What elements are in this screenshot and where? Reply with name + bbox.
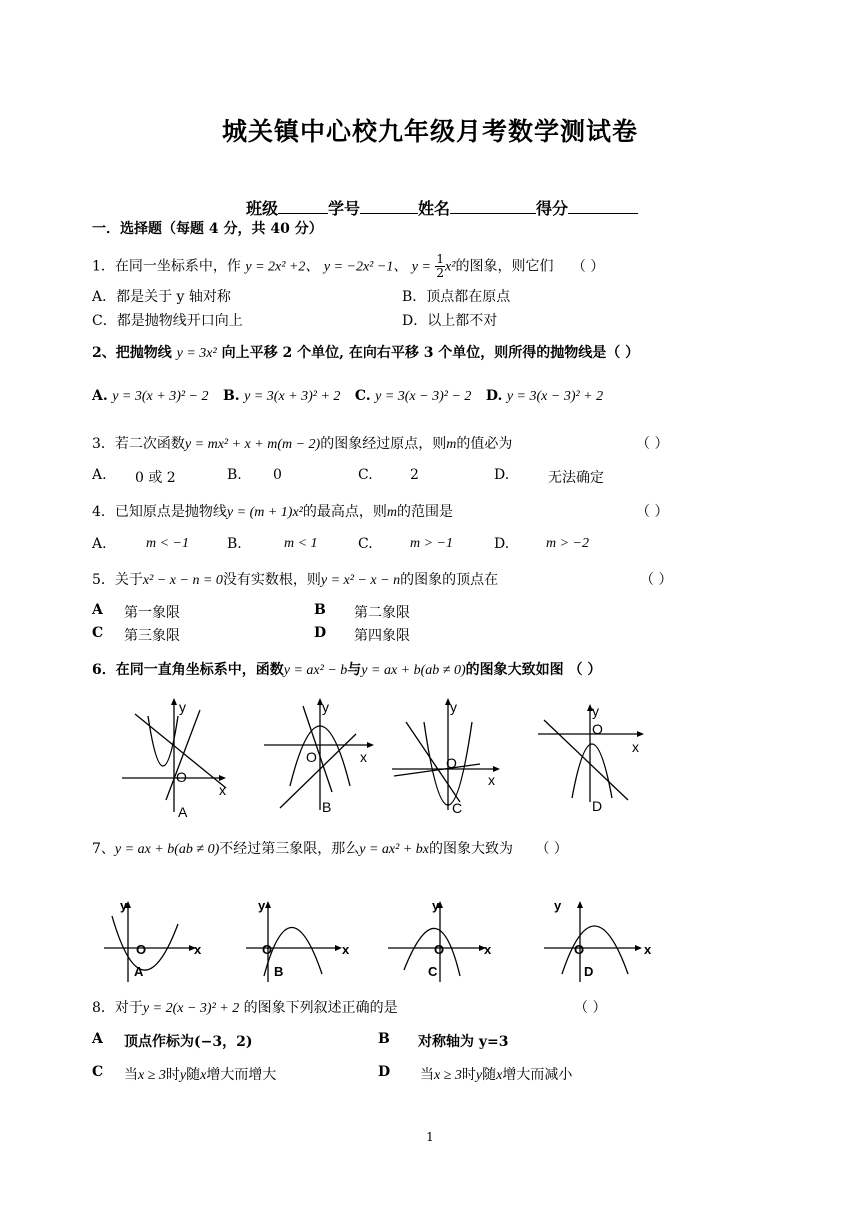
q7-b-x-label: x [342,942,350,957]
q1-option-b: B．顶点都在原点 [402,289,511,305]
q5-c-label: C [92,625,104,641]
q4-c-label: C. [358,536,373,552]
question-5-stem [92,569,498,589]
q6-graph-c [392,700,496,810]
q2-c-label: C. [354,388,371,404]
q3-answer-paren[interactable]: （ ） [636,436,669,452]
q1-fraction [435,253,445,280]
score-label: 得分 [536,199,569,218]
q5-option-c: 第三象限 [124,628,180,644]
q5-stem-2: 没有实数根，则 [222,572,321,588]
q4-var: m [386,505,398,520]
q6-b-x-label: x [360,749,367,765]
q6-graphs [0,690,860,820]
name-label: 姓名 [418,199,451,218]
q7-graph-label-b: B [274,964,284,979]
q8-c-text-4: 增大而增大 [206,1067,277,1083]
section-heading: 一．选择题（每题 4 分，共 40 分） [92,221,323,237]
q7-graph-label-d: D [584,964,594,979]
q3-b-label: B. [227,467,242,483]
q2-a-label: A. [92,388,108,404]
q5-stem-1: 5．关于 [92,572,143,588]
q8-option-d [420,1064,572,1084]
q1-prefix: 1．在同一坐标系中，作 [92,258,241,275]
q8-d-y: y [475,1068,483,1083]
q1-suffix: 的图象，则它们 [455,258,554,275]
q7-d-x-label: x [644,942,652,957]
question-1-stem [92,253,604,280]
q7-graph-a [104,904,194,982]
q7-graph-b [246,904,340,982]
q6-c-y-label: y [450,699,457,715]
q5-a-label: A [92,602,103,618]
q7-a-origin: O [136,942,147,957]
q3-option-c: 2 [410,467,419,483]
q2-b-label: B. [222,388,240,404]
q4-answer-paren[interactable]: （ ） [636,504,669,520]
q6-a-y-label: y [179,699,186,715]
q2-formula: y = 3x² [176,346,217,361]
q7-b-origin: O [262,942,273,957]
q7-b-y-label: y [258,898,266,913]
q8-d-text-2: 时 [461,1067,476,1083]
q7-stem-2: 不经过第三象限，那么 [219,841,360,857]
q8-d-text-4: 增大而减小 [502,1067,573,1083]
score-blank[interactable] [568,199,638,214]
q1-answer-paren[interactable]: （ ） [571,258,605,275]
q3-d-label: D. [494,467,510,483]
q7-graph-label-c: C [428,964,438,979]
q5-b-label: B [314,602,326,618]
q3-option-b: 0 [273,467,282,483]
q6-formula-2: y = ax + b(ab ≠ 0) [361,663,466,678]
q6-d-y-label: y [592,703,599,719]
q4-stem-2: 的最高点，则 [302,504,387,520]
q2-option-d: y = 3(x − 3)² + 2 [506,389,604,404]
name-blank[interactable] [450,199,536,214]
q8-c-y: y [179,1068,187,1083]
q8-option-b: 对称轴为 y=3 [418,1034,509,1050]
q8-stem-1: 8．对于 [92,1000,143,1016]
q1-formula-2: y = −2x² −1、 [323,259,408,275]
q6-stem-3: 的图象大致如图 [465,662,564,678]
q8-d-x: x [496,1068,503,1083]
q6-stem-2: 与 [347,662,362,678]
q1-option-a: A．都是关于 y 轴对称 [92,289,231,305]
q2-option-b: y = 3(x + 3)² + 2 [244,389,341,404]
class-blank[interactable] [278,199,328,214]
q3-stem-3: 的值必为 [456,436,513,452]
q3-option-a: 0 或 2 [135,470,176,486]
q1-fraction-num: 1 [436,252,445,266]
question-6-stem [92,659,601,679]
q4-d-label: D. [494,536,510,552]
student-info-line [246,196,638,219]
q6-graph-a [122,700,226,812]
q7-c-x-label: x [484,942,492,957]
q5-option-a: 第一象限 [124,605,180,621]
q4-stem-1: 4．已知原点是抛物线 [92,504,227,520]
class-label: 班级 [246,199,279,218]
q7-c-y-label: y [432,898,440,913]
q1-option-d: D．以上都不对 [402,313,498,329]
q4-option-b: m < 1 [284,536,318,551]
q8-d-cond: x ≥ 3 [434,1068,462,1083]
q4-formula: y = (m + 1)x² [226,505,303,520]
q6-graph-d [538,706,640,802]
q6-d-x-label: x [632,739,639,755]
q5-option-b: 第二象限 [354,605,410,621]
q7-graphs [0,890,860,990]
q3-a-label: A. [92,467,107,483]
q7-formula-1: y = ax + b(ab ≠ 0) [114,842,220,857]
q6-b-origin: O [306,749,317,765]
q8-c-text-2: 时 [165,1067,180,1083]
q2-stem-1: 2、把抛物线 [92,345,172,361]
question-7-stem [92,838,568,858]
q8-c-text-3: 随 [186,1067,201,1083]
q6-graph-label-b: B [322,799,332,815]
q3-option-d: 无法确定 [548,470,604,486]
q2-option-a: y = 3(x + 3)² − 2 [112,389,209,404]
q8-stem-2: 的图象下列叙述正确的是 [243,1000,398,1016]
q3-formula: y = mx² + x + m(m − 2) [184,437,321,452]
number-blank[interactable] [360,199,418,214]
q8-option-a: 顶点作标为(−3，2) [124,1034,253,1050]
q1-formula-1: y = 2x² +2、 [245,259,320,275]
q2-d-label: D. [485,388,503,404]
q5-formula-1: x² − x − n = 0 [142,573,223,588]
q3-c-label: C. [358,467,373,483]
q6-graph-label-c: C [452,800,463,816]
q6-graph-b [264,700,370,810]
q4-b-label: B. [227,536,242,552]
q7-answer-paren[interactable]: （ ） [535,841,568,857]
q3-stem-2: 的图象经过原点，则 [320,436,447,452]
q7-stem-3: 的图象大致为 [429,841,513,857]
q7-a-y-label: y [120,898,128,913]
q8-option-c [124,1064,276,1084]
q6-c-origin: O [446,755,457,771]
q6-d-origin: O [592,721,603,737]
q7-stem-1: 7、 [92,841,115,857]
q1-option-c: C．都是抛物线开口向上 [92,313,243,329]
q5-stem-3: 的图象的顶点在 [400,572,499,588]
q7-graph-label-a: A [134,964,144,979]
question-8-stem [92,997,398,1017]
q4-a-label: A. [92,536,107,552]
question-4-stem [92,501,453,521]
q6-c-x-label: x [488,772,495,788]
q3-stem-1: 3．若二次函数 [92,436,185,452]
q4-stem-3: 的范围是 [397,504,454,520]
q7-c-origin: O [434,942,445,957]
q5-formula-2: y = x² − x − n [320,573,401,588]
q8-c-cond: x ≥ 3 [138,1068,166,1083]
q7-a-x-label: x [194,942,202,957]
question-2-stem [92,342,639,362]
q6-formula-1: y = ax² − b [283,663,348,678]
q2-option-c: y = 3(x − 3)² − 2 [375,389,472,404]
q8-formula: y = 2(x − 3)² + 2 [142,1001,240,1016]
q4-option-c: m > −1 [410,536,454,551]
q6-b-y-label: y [322,699,329,715]
q8-c-label: C [92,1064,104,1080]
q1-fraction-den: 2 [436,266,445,280]
q7-d-origin: O [574,942,585,957]
q1-formula-3-rhs: x² [445,259,456,275]
q2-options [92,388,603,405]
q8-c-x: x [200,1068,207,1083]
q8-b-label: B [378,1031,390,1047]
q8-d-text-3: 随 [482,1067,497,1083]
q8-d-label: D [378,1064,391,1080]
q8-d-text-1: 当 [420,1067,434,1083]
q6-a-origin: O [176,769,187,785]
q7-formula-2: y = ax² + bx [359,842,429,857]
q8-a-label: A [92,1031,103,1047]
q8-answer-paren[interactable]: （ ） [574,1000,607,1016]
q6-answer-paren[interactable]: （ ） [568,662,602,678]
question-3-stem [92,433,512,453]
q4-option-a: m < −1 [146,536,190,551]
q4-option-d: m > −2 [546,536,590,551]
number-label: 学号 [328,199,361,218]
q5-option-d: 第四象限 [354,628,410,644]
page-number: 1 [426,1130,434,1144]
q6-stem-1: 6．在同一直角坐标系中，函数 [92,662,284,678]
q8-c-text-1: 当 [124,1067,138,1083]
q2-stem-2: 向上平移 2 个单位, 在向右平移 3 个单位，则所得的抛物线是（ ） [221,345,640,361]
q7-d-y-label: y [554,898,562,913]
q5-d-label: D [314,625,327,641]
q3-var: m [446,437,457,452]
page-title: 城关镇中心校九年级月考数学测试卷 [221,117,638,146]
q1-formula-3-lhs: y = [411,259,431,275]
q5-answer-paren[interactable]: （ ） [640,572,673,588]
q6-graph-label-a: A [178,804,188,820]
q6-graph-label-d: D [592,798,603,814]
q6-a-x-label: x [219,782,226,798]
